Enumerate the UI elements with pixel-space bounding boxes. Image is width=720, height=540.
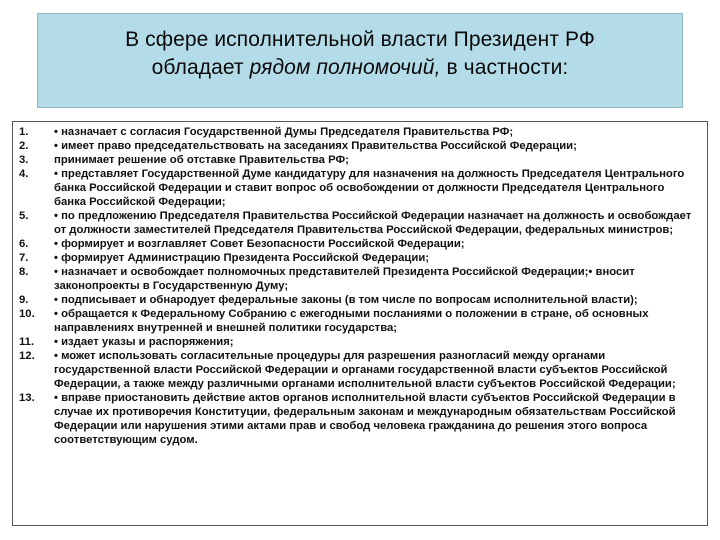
item-number: 1. bbox=[19, 126, 29, 138]
item-number: 8. bbox=[19, 266, 29, 278]
item-number: 10. bbox=[19, 308, 35, 320]
item-text: принимает решение об отставке Правительства РФ; bbox=[54, 154, 349, 166]
list-item bbox=[19, 265, 699, 293]
title-line-2 bbox=[38, 54, 682, 82]
list-item bbox=[19, 167, 699, 209]
item-text: • по предложению Председателя Правительства Российской Федерации назначает на должность и освобождает от должности заместителей Председателя Правительства Российской Федерации, федеральных министров; bbox=[54, 210, 692, 236]
list-item bbox=[19, 349, 699, 391]
item-text: • может использовать согласительные процедуры для разрешения разногласий между органами государственной власти Российской Федерации и органами государственной власти субъектов Российской Федерации, а также между различными органами исполнительной власти субъектов Российской Федерации; bbox=[54, 350, 676, 390]
powers-list bbox=[19, 125, 699, 447]
item-number: 4. bbox=[19, 168, 29, 180]
list-item bbox=[19, 251, 699, 265]
item-number: 3. bbox=[19, 154, 29, 166]
list-item bbox=[19, 237, 699, 251]
list-item bbox=[19, 153, 699, 167]
item-number: 5. bbox=[19, 210, 29, 222]
item-number: 9. bbox=[19, 294, 29, 306]
item-number: 11. bbox=[19, 336, 35, 348]
list-item bbox=[19, 209, 699, 237]
item-text: • назначает с согласия Государственной Думы Председателя Правительства РФ; bbox=[54, 126, 514, 138]
item-text: • формирует Администрацию Президента Российской Федерации; bbox=[54, 252, 430, 264]
item-text: • вправе приостановить действие актов органов исполнительной власти субъектов Российской Федерации в случае их противоречия Конституции, федеральным законам и международным обязательствам Российской Федерации или нарушения этими актами прав и свобод человека гражданина до решения этого вопроса соответствующим судом. bbox=[54, 392, 676, 446]
list-item bbox=[19, 125, 699, 139]
title-box bbox=[37, 13, 683, 108]
item-number: 6. bbox=[19, 238, 29, 250]
list-item bbox=[19, 139, 699, 153]
item-text: • формирует и возглавляет Совет Безопасности Российской Федерации; bbox=[54, 238, 465, 250]
content-box bbox=[12, 121, 708, 526]
item-text: • назначает и освобождает полномочных представителей Президента Российской Федерации;• вносит законопроекты в Государственную Думу; bbox=[54, 266, 635, 292]
title-line-1: В сфере исполнительной власти Президент РФ bbox=[125, 28, 595, 51]
title-line-2-prefix: обладает bbox=[151, 56, 250, 79]
item-number: 12. bbox=[19, 350, 35, 362]
list-item bbox=[19, 335, 699, 349]
title-line-2-emphasis: рядом полномочий, bbox=[249, 56, 441, 79]
item-number: 2. bbox=[19, 140, 29, 152]
list-item bbox=[19, 391, 699, 447]
title-line-2-suffix: в частности: bbox=[440, 56, 569, 79]
item-text: • обращается к Федеральному Собранию с ежегодными посланиями о положении в стране, об основных направлениях внутренней и внешней политики государства; bbox=[54, 308, 649, 334]
item-text: • подписывает и обнародует федеральные законы (в том числе по вопросам исполнительной власти); bbox=[54, 294, 638, 306]
item-number: 7. bbox=[19, 252, 29, 264]
item-text: • представляет Государственной Думе кандидатуру для назначения на должность Председателя Центрального банка Российской Федерации и ставит вопрос об освобождении от должности Председателя Центрального банка Российской Федерации; bbox=[54, 168, 685, 208]
item-text: • имеет право председательствовать на заседаниях Правительства Российской Федерации; bbox=[54, 140, 577, 152]
item-number: 13. bbox=[19, 392, 35, 404]
list-item bbox=[19, 307, 699, 335]
item-text: • издает указы и распоряжения; bbox=[54, 336, 234, 348]
list-item bbox=[19, 293, 699, 307]
